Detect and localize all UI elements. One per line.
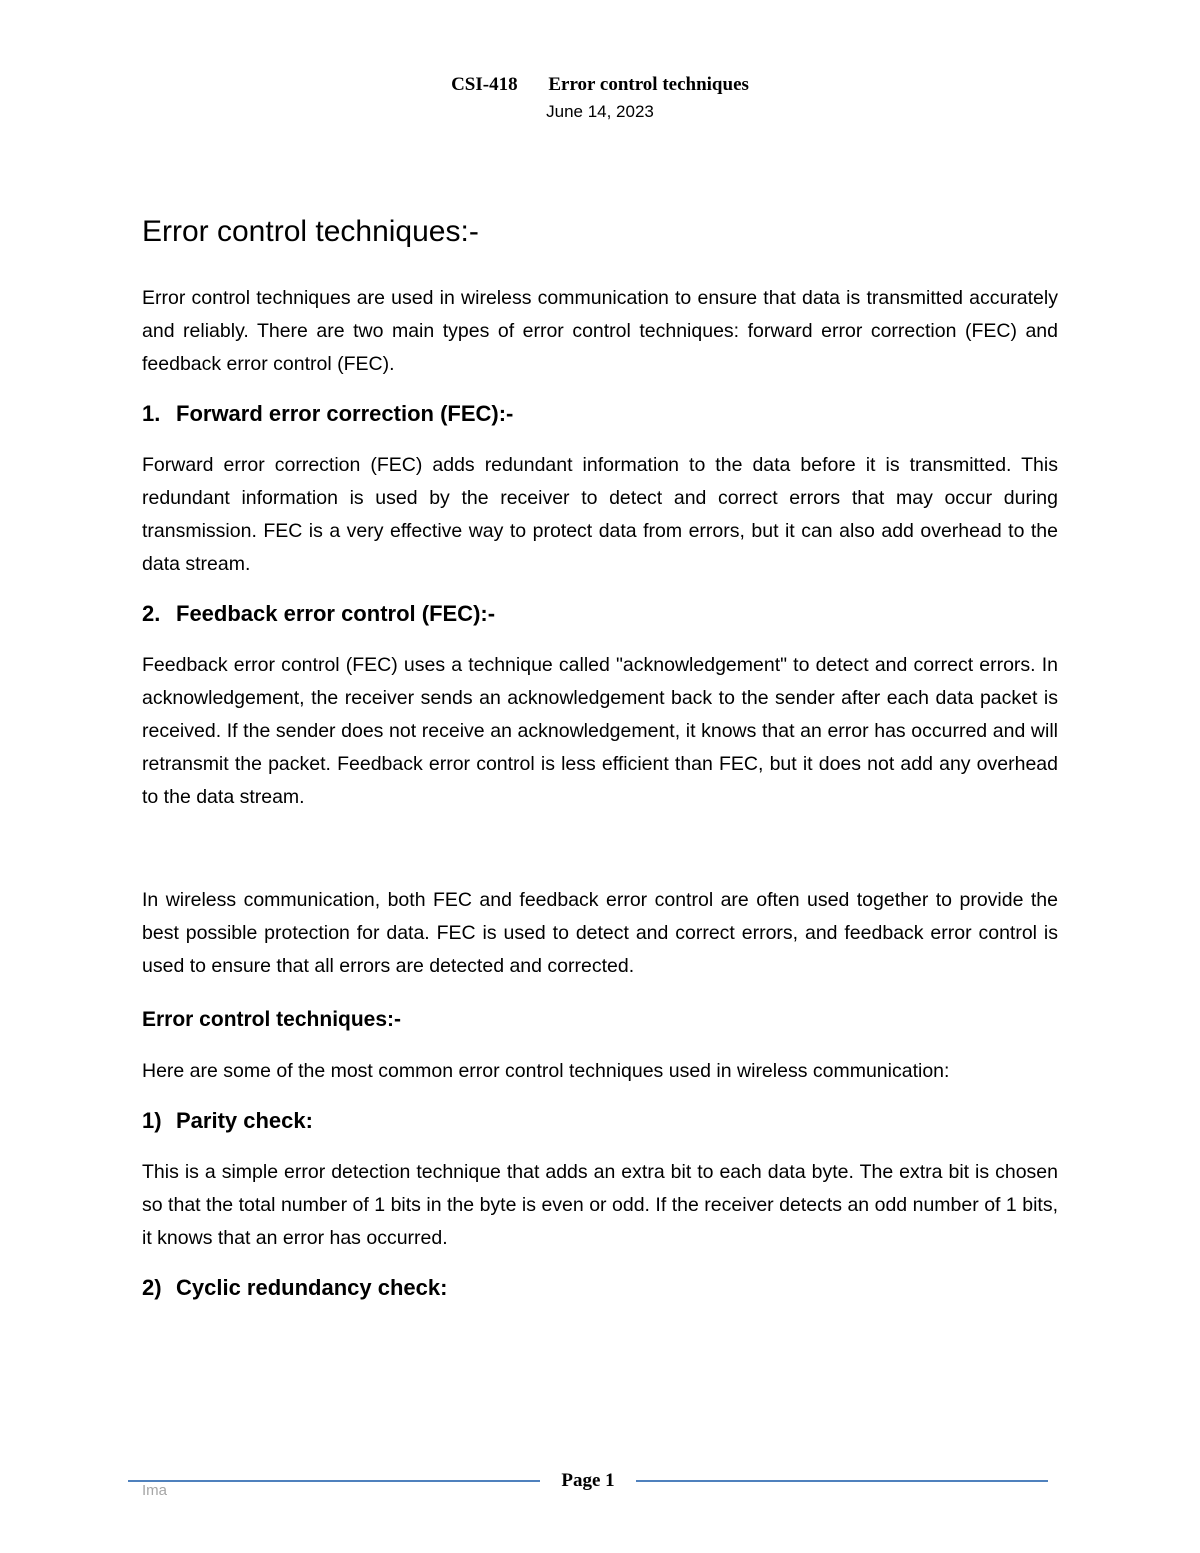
course-code: CSI-418	[451, 74, 518, 95]
footer-rule-left	[128, 1480, 540, 1482]
document-body	[142, 210, 1058, 1323]
page-header	[0, 72, 1200, 124]
header-date: June 14, 2023	[546, 102, 654, 121]
section-number: 1.	[142, 401, 161, 426]
technique-heading-parity	[142, 1106, 1058, 1136]
techniques-heading: Error control techniques:-	[142, 1008, 402, 1031]
technique-heading-crc	[142, 1273, 1058, 1303]
section-title: Feedback error control (FEC):-	[176, 601, 496, 626]
section-number: 2.	[142, 601, 161, 626]
summary-paragraph: In wireless communication, both FEC and feedback error control are often used together to provide the best possible protection for data. FEC is used to detect and correct errors, and feedback error control is used to ensure that all errors are detected and corrected.	[142, 889, 1058, 977]
page-title: Error control techniques:-	[142, 215, 479, 248]
paragraph-spacer	[142, 830, 1058, 884]
techniques-intro: Here are some of the most common error control techniques used in wireless communication:	[142, 1060, 950, 1082]
technique-number: 1)	[142, 1108, 162, 1133]
section-paragraph-fec: Forward error correction (FEC) adds redundant information to the data before it is transmitted. This redundant information is used by the receiver to detect and correct errors that may occur during transmission. FEC is a very effective way to protect data from errors, but it can also add overhead to the data stream.	[142, 454, 1058, 575]
technique-title: Parity check:	[176, 1108, 313, 1133]
section-title: Forward error correction (FEC):-	[176, 401, 514, 426]
page-number: Page 1	[561, 1470, 615, 1491]
footer-author: Ima	[142, 1482, 168, 1499]
header-topic: Error control techniques	[548, 74, 749, 95]
technique-title: Cyclic redundancy check:	[176, 1275, 448, 1300]
page-footer	[0, 1468, 1200, 1508]
footer-rule-right	[636, 1480, 1048, 1482]
technique-number: 2)	[142, 1275, 162, 1300]
section-heading-feedback	[142, 599, 1058, 629]
section-paragraph-feedback: Feedback error control (FEC) uses a technique called "acknowledgement" to detect and correct errors. In acknowledgement, the receiver sends an acknowledgement back to the sender after each data packet is received. If the sender does not receive an acknowledgement, it knows that an error has occurred and will retransmit the packet. Feedback error control is less efficient than FEC, but it does not add any overhead to the data stream.	[142, 654, 1058, 808]
technique-paragraph-parity: This is a simple error detection technique that adds an extra bit to each data byte. The extra bit is chosen so that the total number of 1 bits in the byte is even or odd. If the receiver detects an odd number of 1 bits, it knows that an error has occurred.	[142, 1161, 1058, 1249]
section-heading-fec	[142, 399, 1058, 429]
intro-paragraph: Error control techniques are used in wireless communication to ensure that data is transmitted accurately and reliably. There are two main types of error control techniques: forward error correction (FEC) and feedback error control (FEC).	[142, 287, 1058, 375]
header-line	[0, 72, 1200, 98]
